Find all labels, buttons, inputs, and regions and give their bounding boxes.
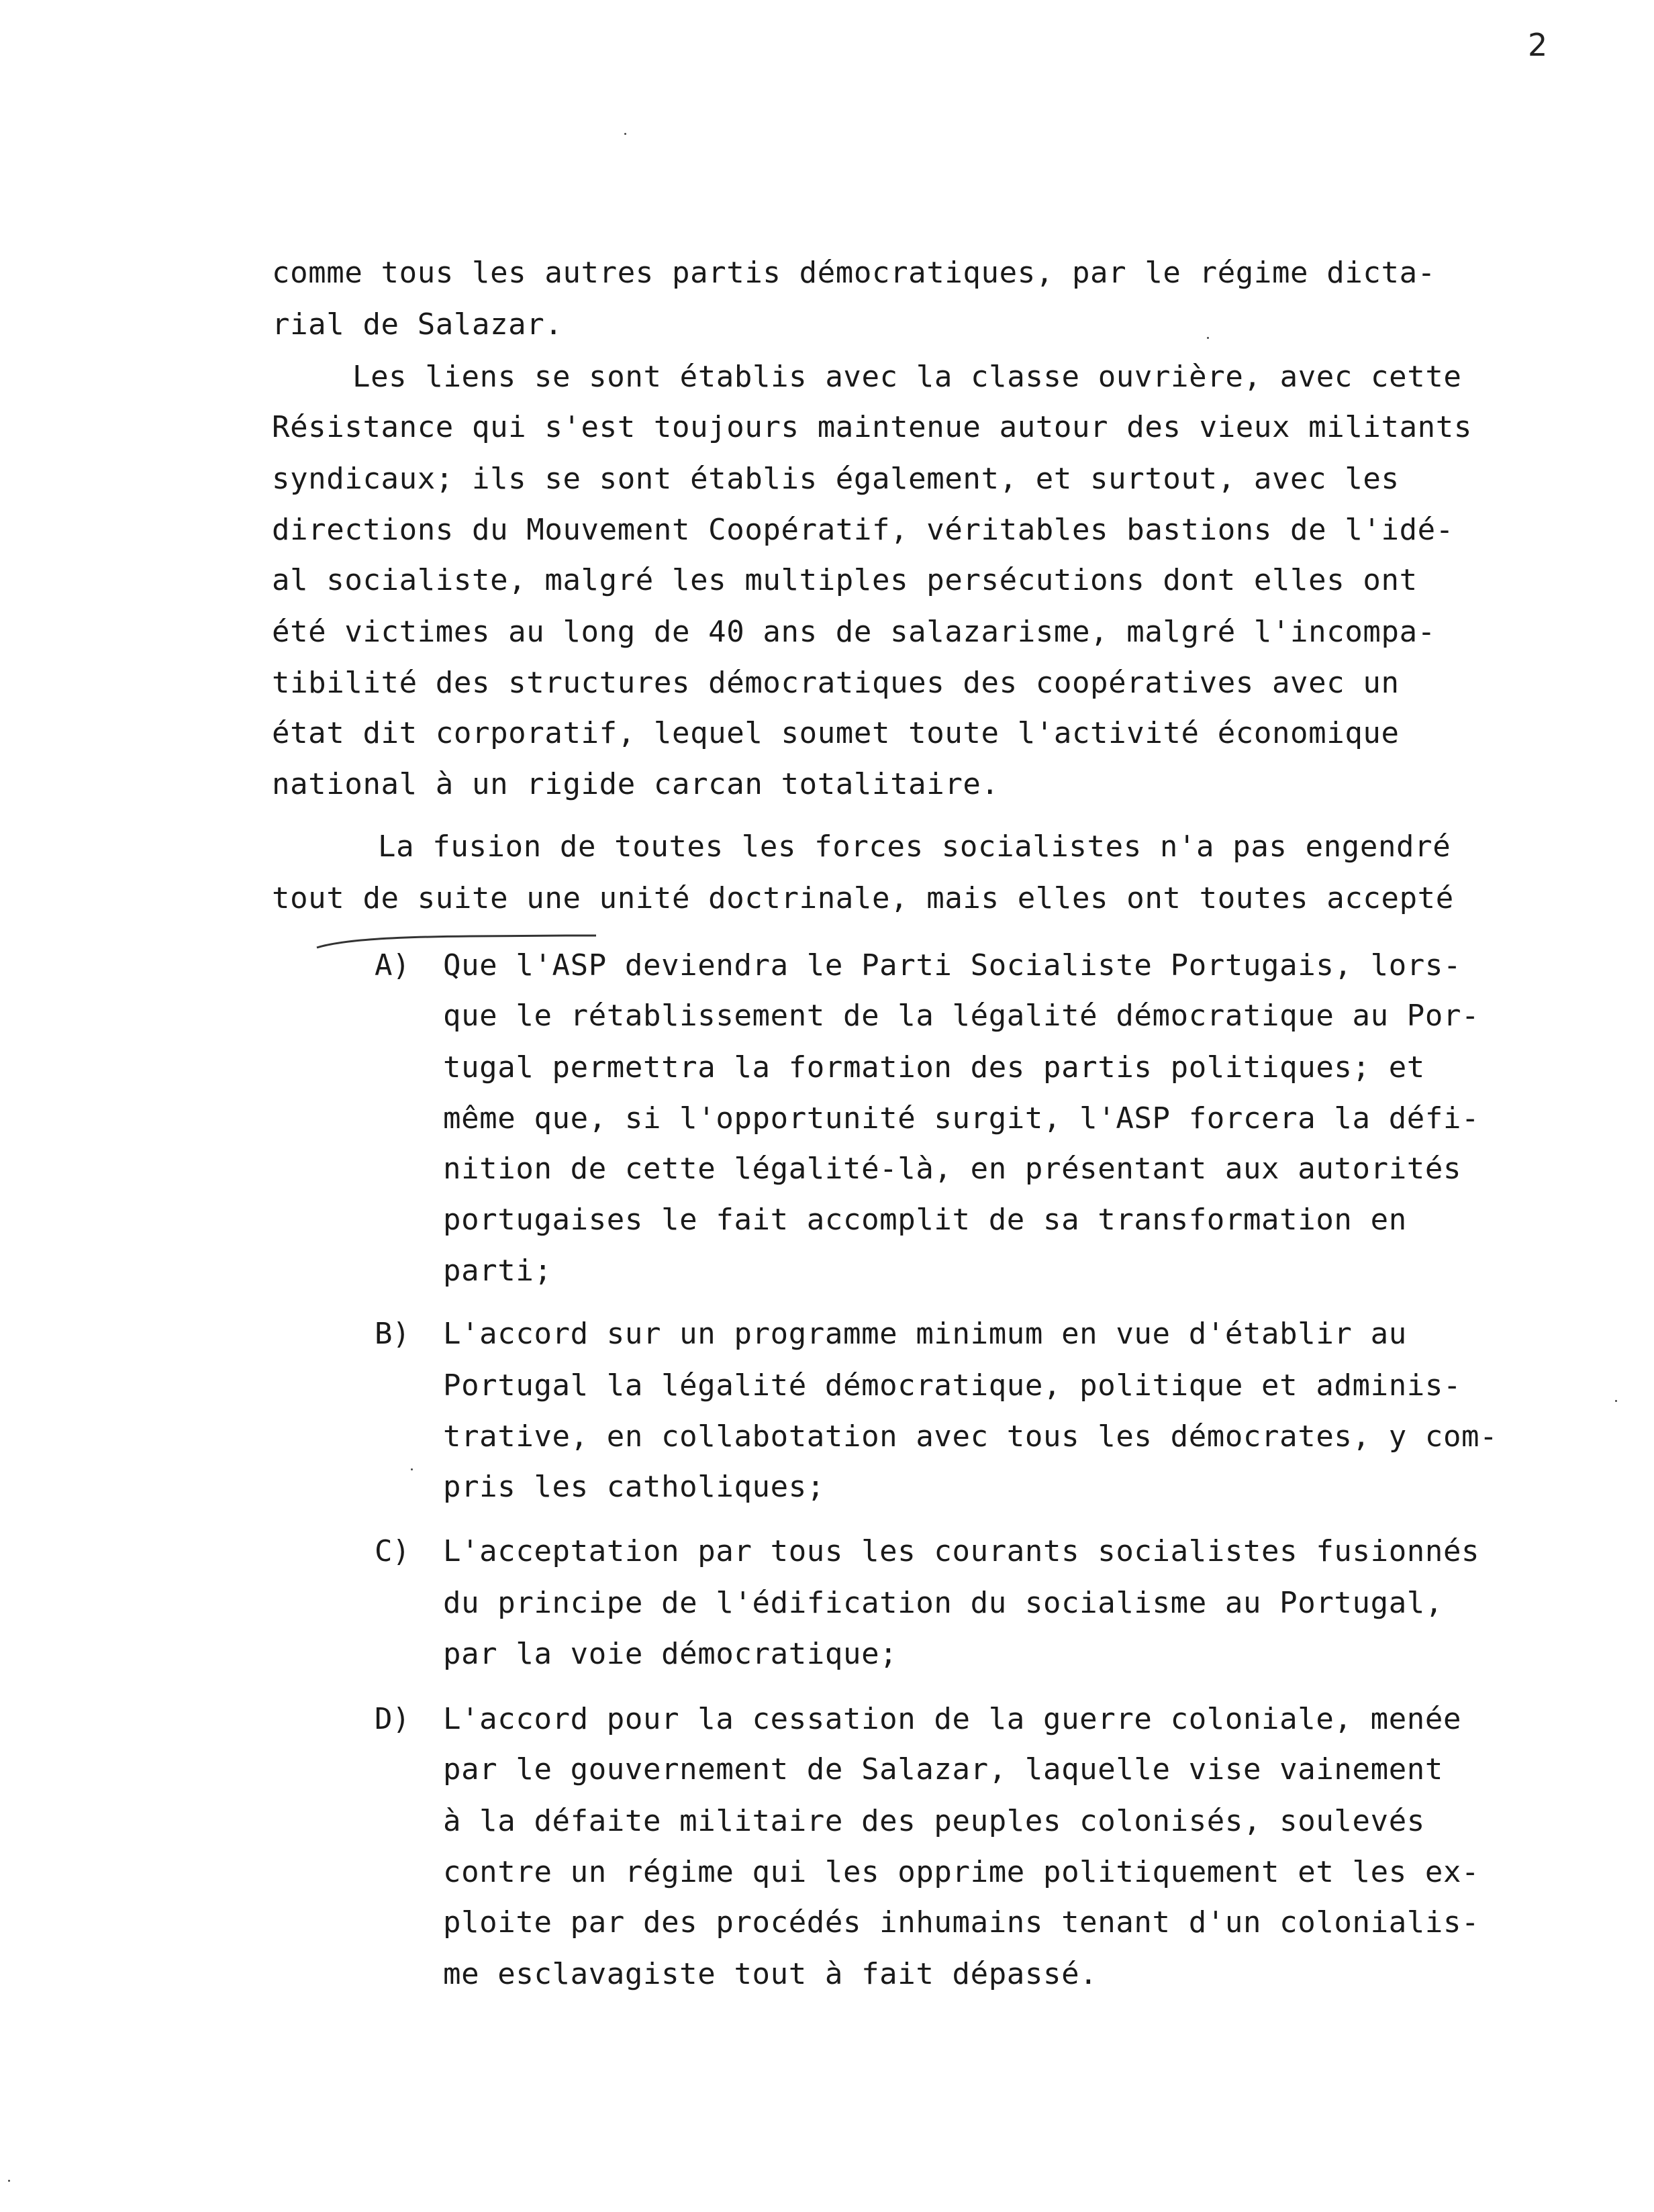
item-label: D) [375, 1702, 410, 1736]
scan-speck [1207, 337, 1209, 339]
text-line: contre un régime qui les opprime politiquement et les ex- [443, 1855, 1480, 1889]
text-line: me esclavagiste tout à fait dépassé. [443, 1957, 1098, 1991]
text-line: comme tous les autres partis démocratiques, par le régime dicta- [272, 256, 1436, 290]
text-line: directions du Mouvement Coopératif, véritables bastions de l'idé- [272, 513, 1454, 547]
text-line: pris les catholiques; [443, 1470, 825, 1504]
scan-speck [624, 133, 626, 135]
text-line: trative, en collabotation avec tous les démocrates, y com- [443, 1419, 1498, 1454]
text-line: Portugal la légalité démocratique, politique et adminis- [443, 1368, 1462, 1403]
text-line: nition de cette légalité-là, en présentant aux autorités [443, 1152, 1462, 1186]
text-line: tout de suite une unité doctrinale, mais elles ont toutes accepté [272, 881, 1454, 915]
text-line: national à un rigide carcan totalitaire. [272, 767, 1000, 801]
text-line: al socialiste, malgré les multiples persécutions dont elles ont [272, 563, 1418, 597]
scan-speck [1615, 1400, 1617, 1402]
scan-speck [411, 1468, 413, 1470]
text-line: même que, si l'opportunité surgit, l'ASP forcera la défi- [443, 1101, 1480, 1136]
text-line: que le rétablissement de la légalité démocratique au Por- [443, 999, 1480, 1033]
scan-speck [8, 2180, 10, 2182]
text-line: Les liens se sont établis avec la classe ouvrière, avec cette [352, 360, 1462, 394]
text-line: L'accord sur un programme minimum en vue d'établir au [443, 1317, 1407, 1351]
text-line: ploite par des procédés inhumains tenant d'un colonialis- [443, 1905, 1480, 1940]
text-line: portugaises le fait accomplit de sa transformation en [443, 1203, 1407, 1237]
item-label: C) [375, 1534, 410, 1568]
text-line: été victimes au long de 40 ans de salazarisme, malgré l'incompa- [272, 615, 1436, 649]
text-line: tibilité des structures démocratiques des coopératives avec un [272, 666, 1400, 700]
text-line: syndicaux; ils se sont établis également, et surtout, avec les [272, 462, 1400, 496]
text-line: par la voie démocratique; [443, 1637, 898, 1671]
text-line: à la défaite militaire des peuples colonisés, soulevés [443, 1804, 1425, 1838]
item-label: A) [375, 948, 410, 983]
text-line: L'acceptation par tous les courants socialistes fusionnés [443, 1534, 1480, 1568]
text-line: L'accord pour la cessation de la guerre coloniale, menée [443, 1702, 1462, 1736]
text-line: Que l'ASP deviendra le Parti Socialiste Portugais, lors- [443, 948, 1462, 983]
text-line: parti; [443, 1254, 552, 1288]
text-line: La fusion de toutes les forces socialistes n'a pas engendré [378, 830, 1451, 864]
text-line: rial de Salazar. [272, 307, 563, 342]
text-line: du principe de l'édification du socialisme au Portugal, [443, 1586, 1443, 1620]
page-number: 2 [1528, 27, 1548, 63]
text-line: Résistance qui s'est toujours maintenue autour des vieux militants [272, 410, 1472, 444]
item-label: B) [375, 1317, 410, 1351]
text-line: par le gouvernement de Salazar, laquelle vise vainement [443, 1752, 1443, 1787]
text-line: tugal permettra la formation des partis politiques; et [443, 1050, 1425, 1085]
text-line: état dit corporatif, lequel soumet toute l'activité économique [272, 716, 1400, 750]
